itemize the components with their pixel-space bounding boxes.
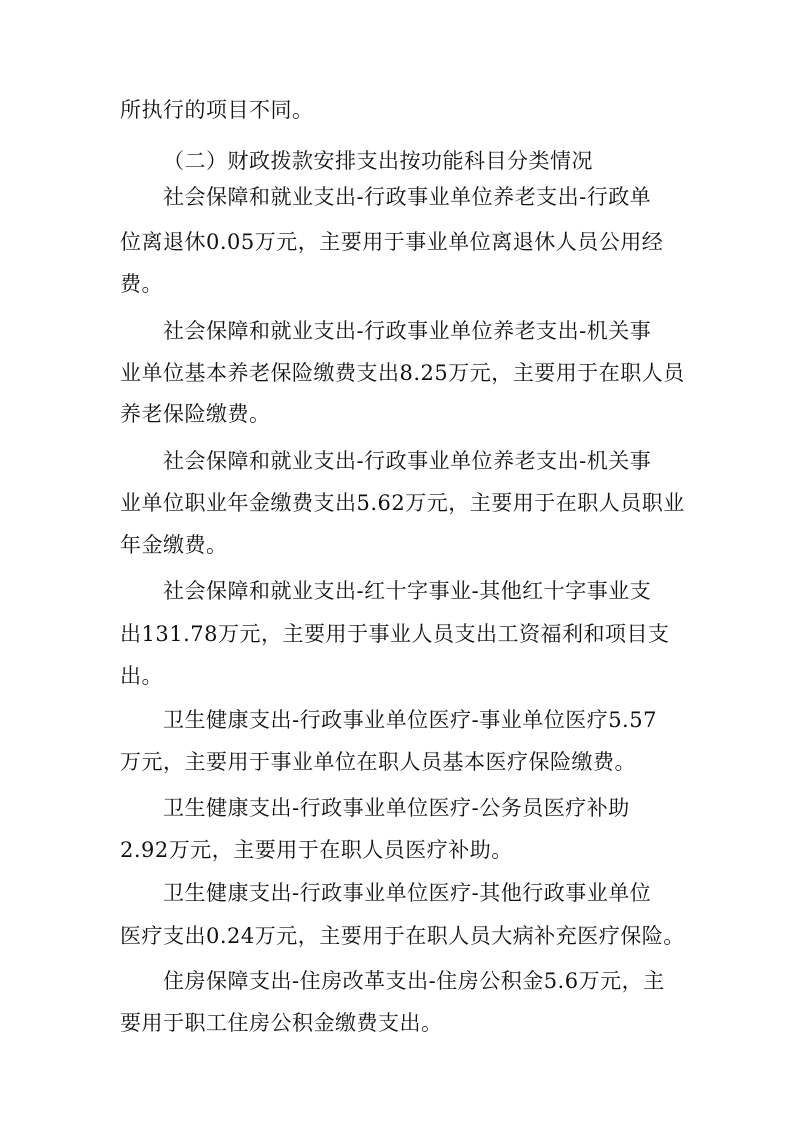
section-heading: （二）财政拨款安排支出按功能科目分类情况 xyxy=(163,149,593,173)
text-line: 社会保障和就业支出-行政事业单位养老支出-机关事 xyxy=(163,449,652,473)
text-line: 卫生健康支出-行政事业单位医疗-公务员医疗补助 xyxy=(163,796,630,820)
text-line: 位离退休0.05万元，主要用于事业单位离退休人员公用经 xyxy=(120,230,664,254)
text-line: 万元，主要用于事业单位在职人员基本医疗保险缴费。 xyxy=(120,750,636,774)
text-line: 业单位基本养老保险缴费支出8.25万元，主要用于在职人员 xyxy=(120,361,685,385)
text-line: 出。 xyxy=(120,664,163,688)
text-line: 费。 xyxy=(120,272,163,296)
text-line: 出131.78万元，主要用于事业人员支出工资福利和项目支 xyxy=(120,622,670,646)
text-line: 社会保障和就业支出-红十字事业-其他红十字事业支 xyxy=(163,579,652,603)
text-line: 卫生健康支出-行政事业单位医疗-事业单位医疗5.57 xyxy=(163,708,657,732)
text-line: 2.92万元，主要用于在职人员医疗补助。 xyxy=(120,838,513,862)
text-line: 要用于职工住房公积金缴费支出。 xyxy=(120,1011,443,1035)
text-line: 社会保障和就业支出-行政事业单位养老支出-机关事 xyxy=(163,319,652,343)
text-line: 养老保险缴费。 xyxy=(120,402,271,426)
text-line: 卫生健康支出-行政事业单位医疗-其他行政事业单位 xyxy=(163,881,652,905)
text-line: 社会保障和就业支出-行政事业单位养老支出-行政单 xyxy=(163,185,652,209)
text-line: 医疗支出0.24万元，主要用于在职人员大病补充医疗保险。 xyxy=(120,924,685,948)
text-line: 业单位职业年金缴费支出5.62万元，主要用于在职人员职业 xyxy=(120,491,685,515)
text-line: 住房保障支出-住房改革支出-住房公积金5.6万元，主 xyxy=(163,969,665,993)
text-line: 所执行的项目不同。 xyxy=(120,98,314,122)
text-line: 年金缴费。 xyxy=(120,533,228,557)
